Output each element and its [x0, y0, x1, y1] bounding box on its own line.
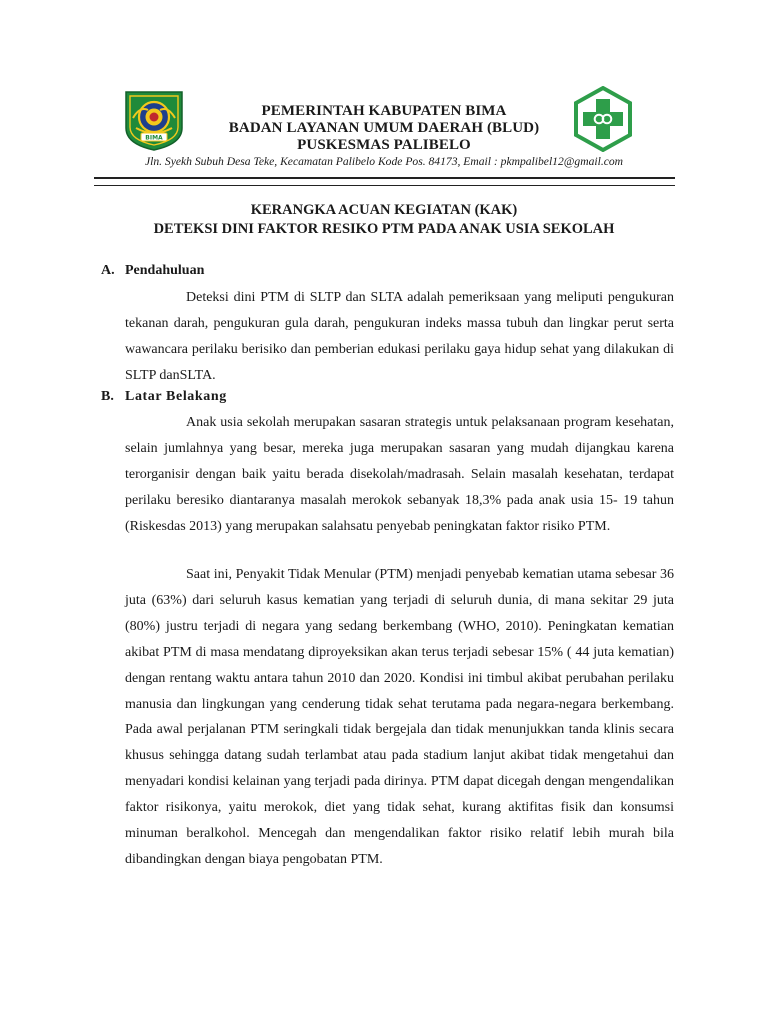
section-a-heading: Pendahuluan — [125, 263, 205, 278]
letterhead-divider-thin — [94, 185, 675, 186]
letterhead-puskesmas: PUSKESMAS PALIBELO — [297, 137, 471, 153]
section-a-paragraph: Deteksi dini PTM di SLTP dan SLTA adalah pemeriksaan yang meliputi pengukuran tekanan darah, pengukuran gula darah, pengukuran indeks massa tubuh dan lingkar perut serta wawancara perilaku berisiko dan pemberian edukasi perilaku gaya hidup sehat yang dilakukan di SLTP danSLTA. — [125, 290, 674, 383]
section-b-paragraph-2: Saat ini, Penyakit Tidak Menular (PTM) menjadi penyebab kematian utama sebesar 36 juta (63%) dari seluruh kasus kematian yang terjadi di seluruh dunia, di mana sekitar 29 juta (80%) justru terjadi di negara yang sedang berkembang (WHO, 2010). Peningkatan kematian akibat PTM di masa mendatang diproyeksikan akan terus terjadi sebesar 15% ( 44 juta kematian) dengan rentang waktu antara tahun 2010 dan 2020. Kondisi ini timbul akibat perubahan perilaku manusia dan lingkungan yang cenderung tidak sehat terutama pada negara-negara berkembang. Pada awal perjalanan PTM seringkali tidak bergejala dan tidak menunjukkan tanda klinis secara khusus sehingga datang sudah terlambat atau pada stadium lanjut akibat tidak mengetahui dan menyadari kondisi kelainan yang terjadi pada dirinya. PTM dapat dicegah dengan mengendalikan faktor risikonya, yaitu merokok, diet yang tidak sehat, kurang aktifitas fisik dan konsumsi minuman beralkohol. Mencegah dan mengendalikan faktor risiko relatif lebih murah bila dibandingkan dengan biaya pengobatan PTM. — [125, 567, 674, 867]
section-a-letter: A. — [101, 263, 115, 278]
section-b-paragraph-1: Anak usia sekolah merupakan sasaran strategis untuk pelaksanaan program kesehatan, selain jumlahnya yang besar, mereka juga merupakan sasaran yang mudah dijangkau karena terorganisir dengan baik yaitu berada disekolah/madrasah. Selain masalah kesehatan, terdapat perilaku beresiko diantaranya masalah merokok sebanyak 18,3% pada anak usia 15- 19 tahun (Riskesdas 2013) yang merupakan salahsatu penyebab peningkatan faktor risiko PTM. — [125, 415, 674, 534]
letterhead-divider-thick — [94, 177, 675, 179]
document-subtitle: DETEKSI DINI FAKTOR RESIKO PTM PADA ANAK USIA SEKOLAH — [153, 221, 615, 237]
section-b-letter: B. — [101, 389, 114, 404]
letterhead-agency: BADAN LAYANAN UMUM DAERAH (BLUD) — [228, 120, 540, 136]
letterhead-address: Jln. Syekh Subuh Desa Teke, Kecamatan Palibelo Kode Pos. 84173, Email : pkmpalibel12@gmail.com — [144, 155, 624, 168]
emblem-label: BIMA — [145, 134, 163, 142]
section-b-heading: Latar Belakang — [125, 389, 227, 404]
letterhead-government: PEMERINTAH KABUPATEN BIMA — [261, 103, 507, 119]
document-title: KERANGKA ACUAN KEGIATAN (KAK) — [250, 202, 518, 218]
